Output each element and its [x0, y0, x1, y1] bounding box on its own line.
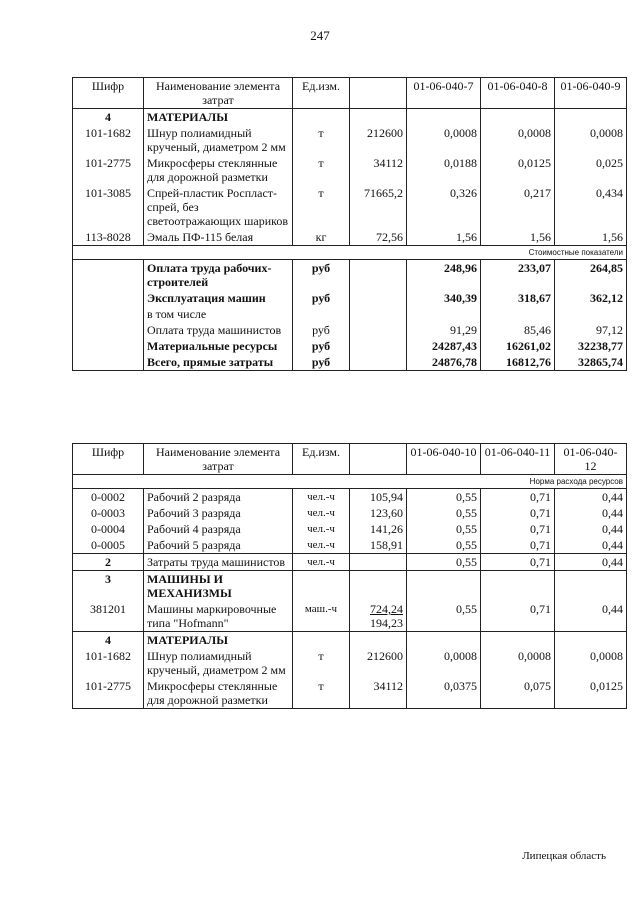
row-value-3: 0,44: [555, 521, 627, 537]
cost-value-2: 233,07: [481, 260, 555, 291]
row-name: Рабочий 5 разряда: [144, 537, 293, 554]
section-title: МАТЕРИАЛЫ: [144, 109, 293, 126]
table-row: [73, 505, 627, 521]
row-value-1: 0,0375: [407, 678, 481, 709]
row-price: 34112: [350, 155, 407, 185]
header-col-1: 01-06-040-10: [407, 444, 481, 475]
row-unit: чел.-ч: [293, 554, 350, 571]
row-value-2: 0,075: [481, 678, 555, 709]
row-value-3: 0,44: [555, 554, 627, 571]
table-row: [73, 537, 627, 554]
table-row: [73, 678, 627, 709]
cost-row: [73, 260, 627, 291]
row-price: 71665,2: [350, 185, 407, 229]
row-price: 123,60: [350, 505, 407, 521]
row-value-3: 0,434: [555, 185, 627, 229]
cost-unit: руб: [293, 290, 350, 306]
norm-label-row: [73, 475, 627, 489]
row-name: Эмаль ПФ-115 белая: [144, 229, 293, 246]
row-unit: чел.-ч: [293, 521, 350, 537]
section-title: МАТЕРИАЛЫ: [144, 632, 293, 649]
cost-unit: руб: [293, 354, 350, 371]
row-value-1: 0,55: [407, 521, 481, 537]
row-name: Шнур полиамидный крученый, диаметром 2 мм: [144, 648, 293, 678]
section-code: 4: [73, 632, 144, 649]
row-price: 72,56: [350, 229, 407, 246]
row-code: 101-2775: [73, 155, 144, 185]
row-value-2: 0,71: [481, 489, 555, 506]
header-name: Наименование элемента затрат: [144, 78, 293, 109]
row-value-2: 1,56: [481, 229, 555, 246]
header-unit: Ед.изм.: [293, 444, 350, 475]
row-code: 113-8028: [73, 229, 144, 246]
row-value-3: 0,44: [555, 601, 627, 632]
row-value-1: 0,0188: [407, 155, 481, 185]
cost-value-1: 91,29: [407, 322, 481, 338]
table-row: [73, 229, 627, 246]
row-unit: чел.-ч: [293, 489, 350, 506]
section-row: [73, 109, 627, 126]
cost-value-2: 16812,76: [481, 354, 555, 371]
cost-row: [73, 322, 627, 338]
table-row: [73, 185, 627, 229]
cost-row: [73, 338, 627, 354]
cost-value-1: 24876,78: [407, 354, 481, 371]
cost-value-3: 264,85: [555, 260, 627, 291]
cost-value-3: 362,12: [555, 290, 627, 306]
cost-unit: руб: [293, 338, 350, 354]
header-price: [350, 444, 407, 475]
row-value-2: 0,71: [481, 505, 555, 521]
cost-name: в том числе: [144, 306, 293, 322]
table-row: [73, 648, 627, 678]
row-code: 101-1682: [73, 648, 144, 678]
row-unit: чел.-ч: [293, 505, 350, 521]
row-value-2: 0,71: [481, 601, 555, 632]
cost-unit: руб: [293, 260, 350, 291]
row-value-2: 0,0008: [481, 648, 555, 678]
header-unit: Ед.изм.: [293, 78, 350, 109]
row-value-3: 0,0008: [555, 648, 627, 678]
row-value-3: 0,44: [555, 489, 627, 506]
row-code: 381201: [73, 601, 144, 632]
row-value-2: 0,71: [481, 521, 555, 537]
region-footer: Липецкая область: [522, 850, 606, 862]
row-code: 0-0004: [73, 521, 144, 537]
row-name: Рабочий 3 разряда: [144, 505, 293, 521]
row-value-3: 0,0008: [555, 125, 627, 155]
row-unit: т: [293, 648, 350, 678]
row-value-1: 0,55: [407, 505, 481, 521]
table-row: [73, 155, 627, 185]
row-unit: чел.-ч: [293, 537, 350, 554]
table-header-row: [73, 78, 627, 109]
header-col-3: 01-06-040-12: [555, 444, 627, 475]
row-value-3: 0,44: [555, 505, 627, 521]
row-value-3: 0,025: [555, 155, 627, 185]
row-price: 212600: [350, 648, 407, 678]
cost-value-3: 32238,77: [555, 338, 627, 354]
table-header-row: [73, 444, 627, 475]
row-name: Микросферы стеклянные для дорожной разметки: [144, 155, 293, 185]
table-row: [73, 489, 627, 506]
cost-value-2: 16261,02: [481, 338, 555, 354]
resource-table-2: [72, 443, 627, 709]
machine-price: 724,24: [370, 602, 403, 616]
cost-section-label: Стоимостные показатели: [73, 246, 627, 260]
cost-value-1: 248,96: [407, 260, 481, 291]
cost-value-3: 97,12: [555, 322, 627, 338]
row-name: Рабочий 4 разряда: [144, 521, 293, 537]
header-col-2: 01-06-040-11: [481, 444, 555, 475]
row-unit: т: [293, 155, 350, 185]
cost-row: [73, 306, 627, 322]
row-unit: т: [293, 678, 350, 709]
row-price: 212600: [350, 125, 407, 155]
cost-name: Материальные ресурсы: [144, 338, 293, 354]
cost-value-1: 24287,43: [407, 338, 481, 354]
row-name: Рабочий 2 разряда: [144, 489, 293, 506]
page-number: 247: [310, 28, 330, 43]
row-value-2: 0,0125: [481, 155, 555, 185]
table-row: [73, 601, 627, 632]
header-col-1: 01-06-040-7: [407, 78, 481, 109]
header-code: Шифр: [73, 78, 144, 109]
row-name: Затраты труда машинистов: [144, 554, 293, 571]
header-col-3: 01-06-040-9: [555, 78, 627, 109]
row-value-1: 0,326: [407, 185, 481, 229]
row-unit: т: [293, 185, 350, 229]
row-price: 105,94: [350, 489, 407, 506]
section-row: [73, 632, 627, 649]
row-value-1: 0,55: [407, 554, 481, 571]
cost-value-1: 340,39: [407, 290, 481, 306]
row-value-2: 0,71: [481, 554, 555, 571]
row-value-1: 0,55: [407, 489, 481, 506]
row-unit: маш.-ч: [293, 601, 350, 632]
row-price: [350, 601, 407, 632]
table-row: [73, 125, 627, 155]
cost-row: [73, 354, 627, 371]
row-code: 101-2775: [73, 678, 144, 709]
section-code: 3: [73, 571, 144, 602]
row-unit: т: [293, 125, 350, 155]
row-name: Машины маркировочные типа "Hofmann": [144, 601, 293, 632]
row-price: 141,26: [350, 521, 407, 537]
row-value-2: 0,0008: [481, 125, 555, 155]
section-code: 4: [73, 109, 144, 126]
row-code: 2: [73, 554, 144, 571]
header-name: Наименование элемента затрат: [144, 444, 293, 475]
row-value-2: 0,217: [481, 185, 555, 229]
row-value-1: 0,0008: [407, 648, 481, 678]
cost-value-2: 318,67: [481, 290, 555, 306]
cost-row: [73, 290, 627, 306]
row-code: 0-0005: [73, 537, 144, 554]
row-price: 34112: [350, 678, 407, 709]
norm-label: Норма расхода ресурсов: [73, 475, 627, 489]
table-row: [73, 521, 627, 537]
row-value-3: 0,44: [555, 537, 627, 554]
row-value-2: 0,71: [481, 537, 555, 554]
machine-price-secondary: 194,23: [370, 616, 403, 630]
section-row: [73, 571, 627, 602]
section-title: МАШИНЫ И МЕХАНИЗМЫ: [144, 571, 293, 602]
header-price: [350, 78, 407, 109]
row-code: 101-3085: [73, 185, 144, 229]
cost-name: Оплата труда рабочих-строителей: [144, 260, 293, 291]
row-unit: кг: [293, 229, 350, 246]
row-price: 158,91: [350, 537, 407, 554]
row-value-1: 0,55: [407, 601, 481, 632]
row-code: 101-1682: [73, 125, 144, 155]
cost-name: Эксплуатация машин: [144, 290, 293, 306]
row-code: 0-0003: [73, 505, 144, 521]
cost-name: Оплата труда машинистов: [144, 322, 293, 338]
row-value-3: 0,0125: [555, 678, 627, 709]
row-name: Спрей-пластик Роспласт-спрей, без светоотражающих шариков: [144, 185, 293, 229]
row-value-1: 1,56: [407, 229, 481, 246]
header-col-2: 01-06-040-8: [481, 78, 555, 109]
row-value-3: 1,56: [555, 229, 627, 246]
row-value-1: 0,0008: [407, 125, 481, 155]
cost-label-row: [73, 246, 627, 260]
header-code: Шифр: [73, 444, 144, 475]
cost-value-3: 32865,74: [555, 354, 627, 371]
row-name: Микросферы стеклянные для дорожной разметки: [144, 678, 293, 709]
resource-table-1: [72, 77, 627, 371]
cost-name: Всего, прямые затраты: [144, 354, 293, 371]
cost-value-2: 85,46: [481, 322, 555, 338]
row-name: Шнур полиамидный крученый, диаметром 2 мм: [144, 125, 293, 155]
row-code: 0-0002: [73, 489, 144, 506]
machinist-row: [73, 554, 627, 571]
row-value-1: 0,55: [407, 537, 481, 554]
cost-unit: руб: [293, 322, 350, 338]
